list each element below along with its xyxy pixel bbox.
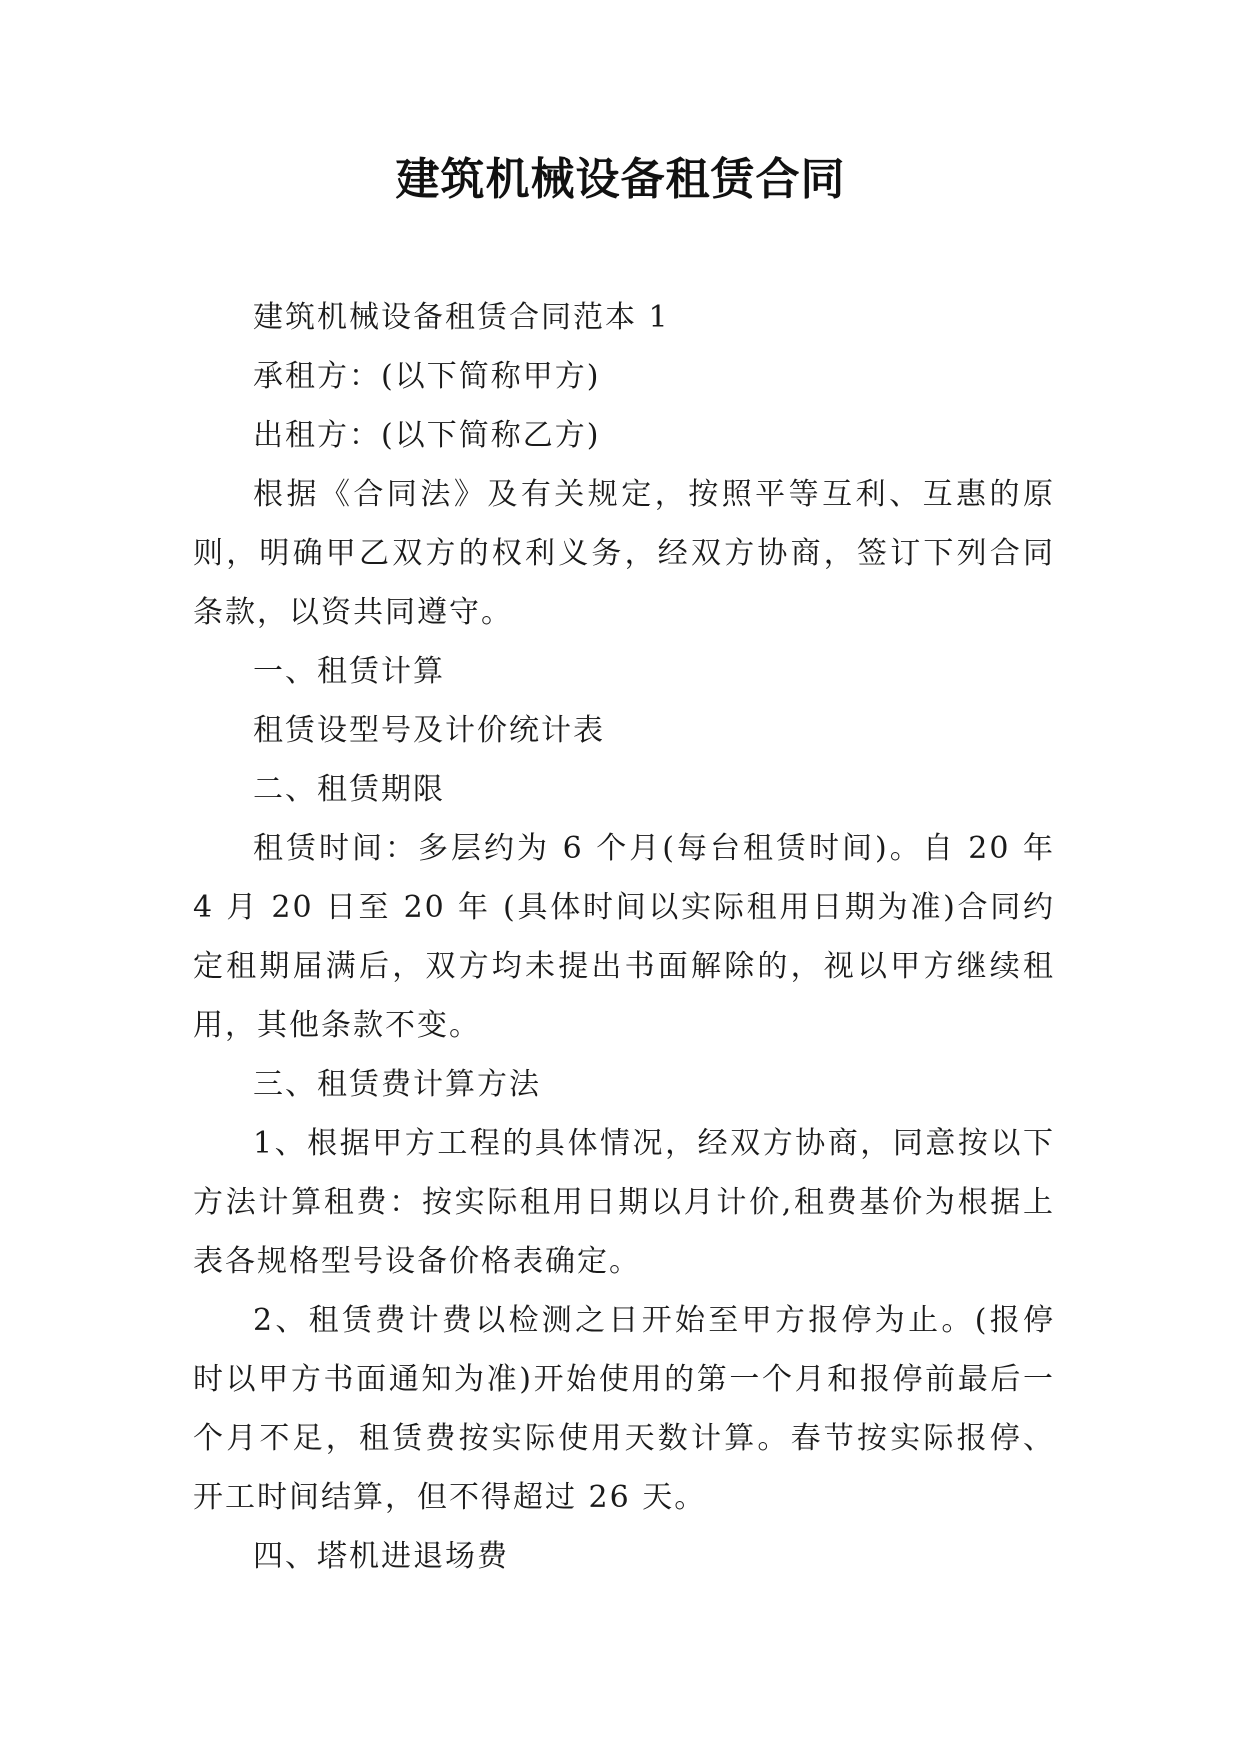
paragraph-fee-clause-1: 1、根据甲方工程的具体情况，经双方协商，同意按以下方法计算租费：按实际租用日期以月计价,租费基价为根据上表各规格型号设备价格表确定。 (193, 1126, 1055, 1279)
paragraph-template-name: 建筑机械设备租赁合同范本 1 (253, 300, 670, 335)
section-heading-entry-exit-fee: 四、塔机进退场费 (253, 1539, 509, 1574)
document-body (193, 288, 1055, 1586)
paragraph-fee-clause-2: 2、租赁费计费以检测之日开始至甲方报停为止。(报停时以甲方书面通知为准)开始使用的第一个月和报停前最后一个月不足，租赁费按实际使用天数计算。春节按实际报停、开工时间结算，但不得超过 26 天。 (193, 1303, 1055, 1515)
paragraph-price-table-caption: 租赁设型号及计价统计表 (253, 713, 605, 748)
paragraph-lessee: 承租方：(以下简称甲方) (253, 359, 601, 394)
paragraph-preamble: 根据《合同法》及有关规定，按照平等互利、互惠的原则，明确甲乙双方的权利义务，经双方协商，签订下列合同条款，以资共同遵守。 (193, 477, 1055, 630)
section-heading-lease-term: 二、租赁期限 (253, 772, 445, 807)
paragraph-lessor: 出租方：(以下简称乙方) (253, 418, 601, 453)
paragraph-lease-term: 租赁时间：多层约为 6 个月(每台租赁时间)。自 20 年 4 月 20 日至 20 年 (具体时间以实际租用日期为准)合同约定租期届满后，双方均未提出书面解除的，视以甲方继续租用，其他条款不变。 (193, 831, 1055, 1043)
document-title: 建筑机械设备租赁合同 (395, 154, 846, 205)
section-heading-lease-calculation: 一、租赁计算 (253, 654, 445, 689)
section-heading-fee-method: 三、租赁费计算方法 (253, 1067, 541, 1102)
